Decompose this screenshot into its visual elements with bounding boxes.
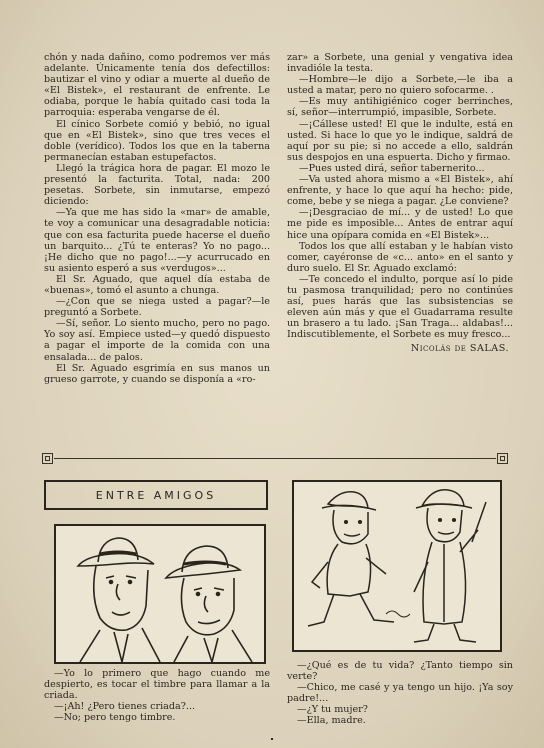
story-paragraph: zar» a Sorbete, una genial y vengativa idea invadióle la testa. (287, 52, 513, 75)
story-paragraph: —Ya que me has sido la «mar» de amable, te voy a comunicar una desagradable noticia: que con esa facturita puede hacerse el dueño un barquito... ¿Tú te enteras? Yo no pago... ¡He dicho que no pago!...—y acurrucado en su asiento esperó a sus «verdugos»... (44, 207, 270, 274)
story-paragraph: —Hombre—le dijo a Sorbete,—le iba a usted a matar, pero no quiero sofocarme. . (287, 74, 513, 97)
section-divider (42, 452, 508, 466)
story-paragraph: —Va usted ahora mismo a «El Bistek», ahí enfrente, y hace lo que aquí ha hecho: pide, come, bebe y se niega a pagar. ¿Le conviene? (287, 174, 513, 208)
cartoon-caption-left (44, 668, 270, 723)
story-paragraph: El cínico Sorbete comió y bebió, no igual que en «El Bistek», sino que tres veces el doble (verídico). Todos los que en la taberna permanecían estaban estupefactos. (44, 118, 270, 163)
story-paragraph: —¿Con que se niega usted a pagar?—le preguntó a Sorbete. (44, 296, 270, 319)
caption-line: —¿Qué es de tu vida? ¿Tanto tiempo sin verte? (287, 660, 513, 682)
cartoon-section-title: ENTRE AMIGOS (44, 480, 268, 510)
story-paragraph: El Sr. Aguado, que aquel día estaba de «buenas», tomó el asunto a chunga. (44, 273, 270, 296)
caption-line: —Ella, madre. (297, 715, 366, 726)
story-paragraph: —¡Cállese usted! El que le indulte, está en usted. Si hace lo que yo le indique, saldrá de aquí por su pie; si no accede a ello, saldrán sus despojos en una espuerta. Dicho y firmao. (287, 118, 513, 163)
story-column-left (44, 52, 270, 385)
cartoon-panel-two-men (54, 524, 266, 664)
caption-line: —Chico, me casé y ya tengo un hijo. ¡Ya soy padre!... (287, 682, 513, 704)
divider-ornament-right (497, 453, 508, 464)
page-dot (271, 738, 273, 740)
caption-line: —No; pero tengo timbre. (54, 712, 176, 723)
divider-ornament-left (42, 453, 53, 464)
story-paragraph: El Sr. Aguado esgrimía en sus manos un grueso garrote, y cuando se disponía a «ro- (44, 362, 270, 385)
divider-line (54, 458, 496, 459)
caption-line: —Yo lo primero que hago cuando me despierto, es tocar el timbre para llamar a la criada. (44, 668, 270, 701)
cartoon-caption-right (287, 660, 513, 726)
story-paragraph: —Pues usted dirá, señor tabernerito... (299, 162, 485, 174)
two-men-illustration (56, 526, 264, 662)
story-paragraph: Todos los que allí estaban y le habían visto comer, cayéronse de «c... anto» en el santo y duro suelo. El Sr. Aguado exclamó: (287, 240, 513, 274)
meeting-illustration (294, 482, 500, 650)
caption-line: —¡Ah! ¿Pero tienes criada?... (54, 701, 196, 712)
story-column-right (287, 52, 513, 355)
story-paragraph: —Te concedo el indulto, porque así lo pide tu pasmosa tranquilidad; pero no continúes así, pues harás que las subsistencias se eleven aún más y que el Guadarrama resulte un brasero a tu lado. ¡San Traga... aldabas!... Indiscutiblemente, el Sorbete es muy fresco... (287, 273, 513, 341)
author-signature: Nicolás de SALAS. (410, 343, 509, 355)
story-paragraph: chón y nada dañino, como podremos ver más adelante. Únicamente tenía dos defectillos: bautizar el vino y odiar a muerte al dueño de «El Bistek», el restaurant de enfrente. Le odiaba, porque le había quitado casi toda la parroquia: esperaba vengarse de él. (44, 52, 270, 119)
story-paragraph: Llegó la trágica hora de pagar. El mozo le presentó la facturita. Total, nada: 200 pesetas. Sorbete, sin inmutarse, empezó diciendo: (44, 162, 270, 208)
story-paragraph: —Es muy antihigiénico coger berrinches, sí, señor—interrumpió, impasible, Sorbete. (287, 96, 513, 119)
cartoon-panel-meeting (292, 480, 502, 652)
story-paragraph: —Sí, señor. Lo siento mucho, pero no pago. Yo soy así. Empiece usted—y quedó dispuesto a pagar el importe de la comida con una ensalada... de palos. (44, 318, 270, 363)
caption-line: —¿Y tu mujer? (297, 704, 368, 715)
story-paragraph: —¡Desgraciao de mí... y de usted! Lo que me pide es imposible... Antes de entrar aquí hice una opípara comida en «El Bistek»... (287, 207, 513, 241)
